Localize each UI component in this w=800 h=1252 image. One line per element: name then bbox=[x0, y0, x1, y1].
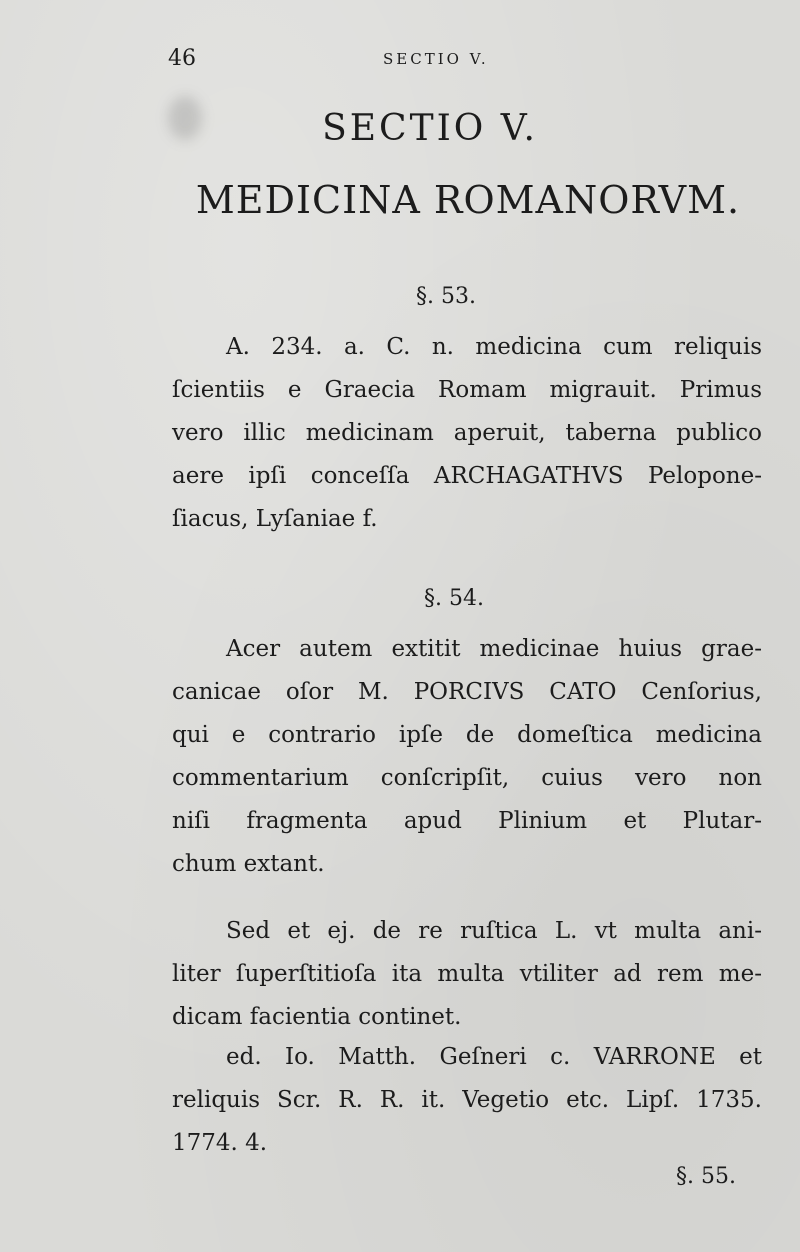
catchword: §. 55. bbox=[676, 1164, 736, 1189]
paragraph-mark-53: §. 53. bbox=[416, 284, 476, 309]
text-line: commentarium conſcripſit, cuius vero non bbox=[172, 765, 762, 791]
paragraph-de-re-rustica bbox=[172, 910, 762, 1039]
text-line: dicam facientia continet. bbox=[172, 1004, 462, 1030]
paragraph-54 bbox=[172, 628, 762, 886]
paragraph-mark-54: §. 54. bbox=[424, 586, 484, 611]
text-line: 1774. 4. bbox=[172, 1130, 268, 1156]
text-line: Sed et ej. de re ruſtica L. vt multa ani- bbox=[226, 918, 762, 944]
text-line: A. 234. a. C. n. medicina cum reliquis bbox=[226, 334, 762, 360]
text-line: reliquis Scr. R. R. it. Vegetio etc. Lipſ. 1735. bbox=[172, 1087, 762, 1113]
text-line: ſiacus, Lyſaniae f. bbox=[172, 506, 378, 532]
page-number: 46 bbox=[168, 46, 196, 71]
main-title: MEDICINA ROMANORVM. bbox=[195, 178, 741, 222]
text-line: vero illic medicinam aperuit, taberna publico bbox=[172, 420, 762, 446]
text-line: Acer autem extitit medicinae huius grae- bbox=[226, 636, 762, 662]
paragraph-edition bbox=[172, 1036, 762, 1165]
paragraph-53 bbox=[172, 326, 762, 541]
text-line: canicae oſor M. PORCIVS CATO Cenſorius, bbox=[172, 679, 762, 705]
text-line: aere ipſi conceſſa ARCHAGATHVS Pelopone- bbox=[172, 463, 762, 489]
text-line: ed. Io. Matth. Geſneri c. VARRONE et bbox=[226, 1044, 762, 1070]
running-head bbox=[168, 46, 760, 76]
text-line: chum extant. bbox=[172, 851, 325, 877]
text-line: qui e contrario ipſe de domeſtica medicina bbox=[172, 722, 762, 748]
text-line: liter ſuperſtitioſa ita multa vtiliter ad rem me- bbox=[172, 961, 762, 987]
section-title: SECTIO V. bbox=[322, 108, 538, 149]
text-line: niſi fragmenta apud Plinium et Plutar- bbox=[172, 808, 762, 834]
text-line: ſcientiis e Graecia Romam migrauit. Primus bbox=[172, 377, 762, 403]
running-title: SECTIO V. bbox=[383, 50, 489, 68]
